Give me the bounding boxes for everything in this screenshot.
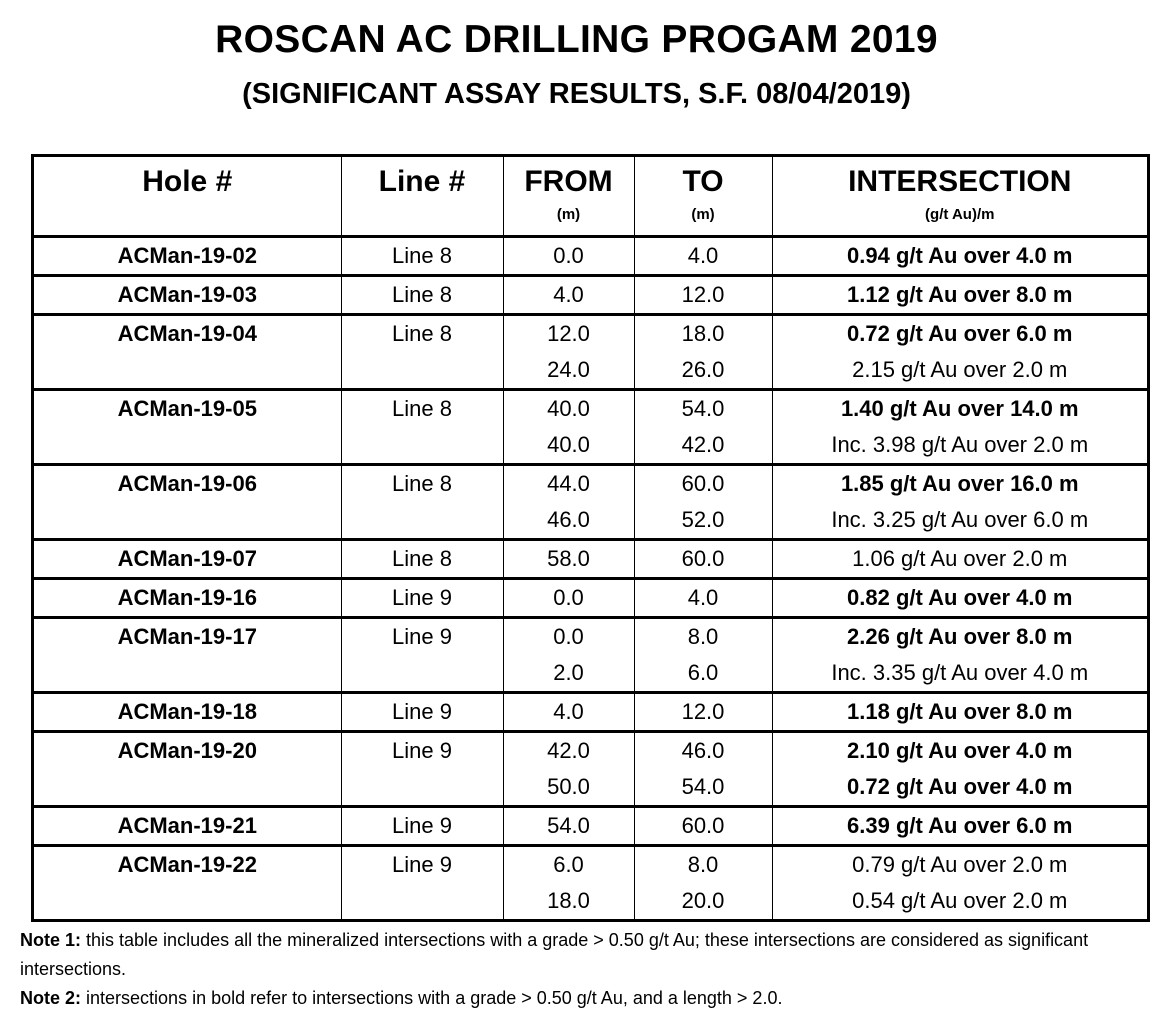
table-row: [34, 655, 1147, 693]
table-row: [34, 352, 1147, 390]
header-line-label: Line #: [378, 165, 466, 198]
from-cell: 40.0: [503, 427, 634, 465]
from-cell: 18.0: [503, 883, 634, 919]
from-cell: 12.0: [503, 314, 634, 352]
intersection-cell: 1.18 g/t Au over 8.0 m: [847, 698, 1073, 724]
intersection-cell: Inc. 3.25 g/t Au over 6.0 m: [831, 506, 1089, 532]
hole-group: [34, 236, 1147, 275]
table-row: [34, 464, 1147, 502]
header-to-label: TO: [682, 165, 724, 198]
to-cell: 26.0: [634, 352, 772, 390]
from-cell: 50.0: [503, 769, 634, 807]
intersection-cell: 6.39 g/t Au over 6.0 m: [847, 812, 1073, 838]
to-cell: 8.0: [634, 845, 772, 883]
note-1-label: Note 1:: [20, 930, 82, 950]
hole-group: [34, 731, 1147, 806]
hole-id-cell: ACMan-19-18: [34, 692, 341, 731]
hole-id-cell: ACMan-19-02: [34, 236, 341, 275]
note-1-text: this table includes all the mineralized intersections with a grade > 0.50 g/t Au; these intersections are considered as significant intersections.: [20, 930, 1089, 979]
hole-group: [34, 617, 1147, 692]
line-cell: Line 9: [341, 692, 503, 731]
hole-id-cell: ACMan-19-04: [34, 314, 341, 352]
header-intersection-unit: (g/t Au)/m: [925, 206, 995, 223]
line-cell: Line 8: [341, 236, 503, 275]
to-cell: 4.0: [634, 236, 772, 275]
intersection-cell: 2.26 g/t Au over 8.0 m: [847, 623, 1073, 649]
document-title: ROSCAN AC DRILLING PROGAM 2019: [215, 18, 938, 61]
assay-results-table: [31, 154, 1150, 922]
table-row: [34, 275, 1147, 314]
to-cell: 4.0: [634, 578, 772, 617]
hole-id-cell: ACMan-19-20: [34, 731, 341, 769]
hole-group: [34, 539, 1147, 578]
from-cell: 58.0: [503, 539, 634, 578]
line-cell: [341, 502, 503, 540]
intersection-cell: 0.72 g/t Au over 4.0 m: [847, 773, 1073, 799]
from-cell: 54.0: [503, 806, 634, 845]
header-from-unit: (m): [556, 206, 581, 223]
intersection-cell: 0.72 g/t Au over 6.0 m: [847, 320, 1073, 346]
intersection-cell: 0.82 g/t Au over 4.0 m: [847, 584, 1073, 610]
note-2-text: intersections in bold refer to intersections with a grade > 0.50 g/t Au, and a length > 2.0.: [81, 988, 783, 1008]
hole-id-cell: ACMan-19-03: [34, 275, 341, 314]
intersection-cell: Inc. 3.35 g/t Au over 4.0 m: [831, 659, 1089, 685]
line-cell: Line 8: [341, 314, 503, 352]
from-cell: 0.0: [503, 617, 634, 655]
hole-id-cell: [34, 352, 341, 390]
line-cell: Line 9: [341, 731, 503, 769]
to-cell: 18.0: [634, 314, 772, 352]
intersection-cell: Inc. 3.98 g/t Au over 2.0 m: [831, 431, 1089, 457]
table-row: [34, 617, 1147, 655]
hole-group: [34, 464, 1147, 539]
from-cell: 40.0: [503, 389, 634, 427]
table-row: [34, 806, 1147, 845]
table-row: [34, 692, 1147, 731]
line-cell: [341, 655, 503, 693]
intersection-cell: 1.40 g/t Au over 14.0 m: [840, 395, 1079, 421]
to-cell: 42.0: [634, 427, 772, 465]
table-row: [34, 539, 1147, 578]
intersection-cell: 1.12 g/t Au over 8.0 m: [847, 281, 1073, 307]
table-row: [34, 502, 1147, 540]
hole-id-cell: ACMan-19-22: [34, 845, 341, 883]
from-cell: 6.0: [503, 845, 634, 883]
to-cell: 12.0: [634, 275, 772, 314]
line-cell: Line 8: [341, 275, 503, 314]
hole-id-cell: ACMan-19-07: [34, 539, 341, 578]
hole-id-cell: [34, 655, 341, 693]
hole-id-cell: [34, 883, 341, 919]
line-cell: Line 9: [341, 617, 503, 655]
to-cell: 54.0: [634, 389, 772, 427]
to-cell: 12.0: [634, 692, 772, 731]
assay-table: [34, 157, 1147, 919]
hole-id-cell: ACMan-19-06: [34, 464, 341, 502]
line-cell: Line 9: [341, 806, 503, 845]
to-cell: 46.0: [634, 731, 772, 769]
table-header: [34, 157, 1147, 236]
hole-id-cell: [34, 502, 341, 540]
hole-id-cell: [34, 769, 341, 807]
table-row: [34, 389, 1147, 427]
intersection-cell: 2.10 g/t Au over 4.0 m: [847, 737, 1073, 763]
hole-id-cell: [34, 427, 341, 465]
line-cell: Line 9: [341, 845, 503, 883]
header-intersection: [772, 157, 1147, 236]
header-to: [634, 157, 772, 236]
from-cell: 24.0: [503, 352, 634, 390]
to-cell: 8.0: [634, 617, 772, 655]
from-cell: 4.0: [503, 275, 634, 314]
intersection-cell: 1.06 g/t Au over 2.0 m: [852, 545, 1068, 571]
header-to-unit: (m): [691, 206, 715, 223]
hole-group: [34, 389, 1147, 464]
note-2: [20, 984, 1140, 1013]
hole-group: [34, 314, 1147, 389]
header-line: [341, 157, 503, 236]
line-cell: [341, 883, 503, 919]
line-cell: [341, 769, 503, 807]
hole-id-cell: ACMan-19-16: [34, 578, 341, 617]
intersection-cell: 1.85 g/t Au over 16.0 m: [840, 470, 1079, 496]
hole-group: [34, 275, 1147, 314]
header-from: [503, 157, 634, 236]
header-from-label: FROM: [524, 165, 613, 198]
line-cell: Line 8: [341, 464, 503, 502]
to-cell: 52.0: [634, 502, 772, 540]
to-cell: 60.0: [634, 464, 772, 502]
intersection-cell: 2.15 g/t Au over 2.0 m: [852, 356, 1068, 382]
intersection-cell: 0.54 g/t Au over 2.0 m: [852, 887, 1068, 913]
note-2-label: Note 2:: [20, 988, 82, 1008]
table-row: [34, 883, 1147, 919]
from-cell: 42.0: [503, 731, 634, 769]
from-cell: 4.0: [503, 692, 634, 731]
table-row: [34, 845, 1147, 883]
from-cell: 46.0: [503, 502, 634, 540]
intersection-cell: 0.94 g/t Au over 4.0 m: [847, 242, 1073, 268]
table-row: [34, 314, 1147, 352]
from-cell: 2.0: [503, 655, 634, 693]
line-cell: [341, 352, 503, 390]
to-cell: 6.0: [634, 655, 772, 693]
hole-group: [34, 692, 1147, 731]
to-cell: 20.0: [634, 883, 772, 919]
line-cell: [341, 427, 503, 465]
table-row: [34, 578, 1147, 617]
line-cell: Line 8: [341, 539, 503, 578]
header-hole: [34, 157, 341, 236]
to-cell: 54.0: [634, 769, 772, 807]
header-row: [34, 157, 1147, 236]
table-row: [34, 769, 1147, 807]
hole-group: [34, 806, 1147, 845]
from-cell: 0.0: [503, 578, 634, 617]
hole-id-cell: ACMan-19-05: [34, 389, 341, 427]
hole-group: [34, 845, 1147, 919]
table-row: [34, 731, 1147, 769]
header-hole-label: Hole #: [142, 165, 233, 198]
document-subtitle: (SIGNIFICANT ASSAY RESULTS, S.F. 08/04/2019): [242, 78, 911, 110]
line-cell: Line 8: [341, 389, 503, 427]
hole-id-cell: ACMan-19-17: [34, 617, 341, 655]
to-cell: 60.0: [634, 539, 772, 578]
hole-id-cell: ACMan-19-21: [34, 806, 341, 845]
from-cell: 44.0: [503, 464, 634, 502]
hole-group: [34, 578, 1147, 617]
note-1: [20, 926, 1140, 984]
from-cell: 0.0: [503, 236, 634, 275]
table-row: [34, 236, 1147, 275]
header-intersection-label: INTERSECTION: [848, 165, 1072, 198]
line-cell: Line 9: [341, 578, 503, 617]
intersection-cell: 0.79 g/t Au over 2.0 m: [852, 851, 1068, 877]
table-row: [34, 427, 1147, 465]
to-cell: 60.0: [634, 806, 772, 845]
